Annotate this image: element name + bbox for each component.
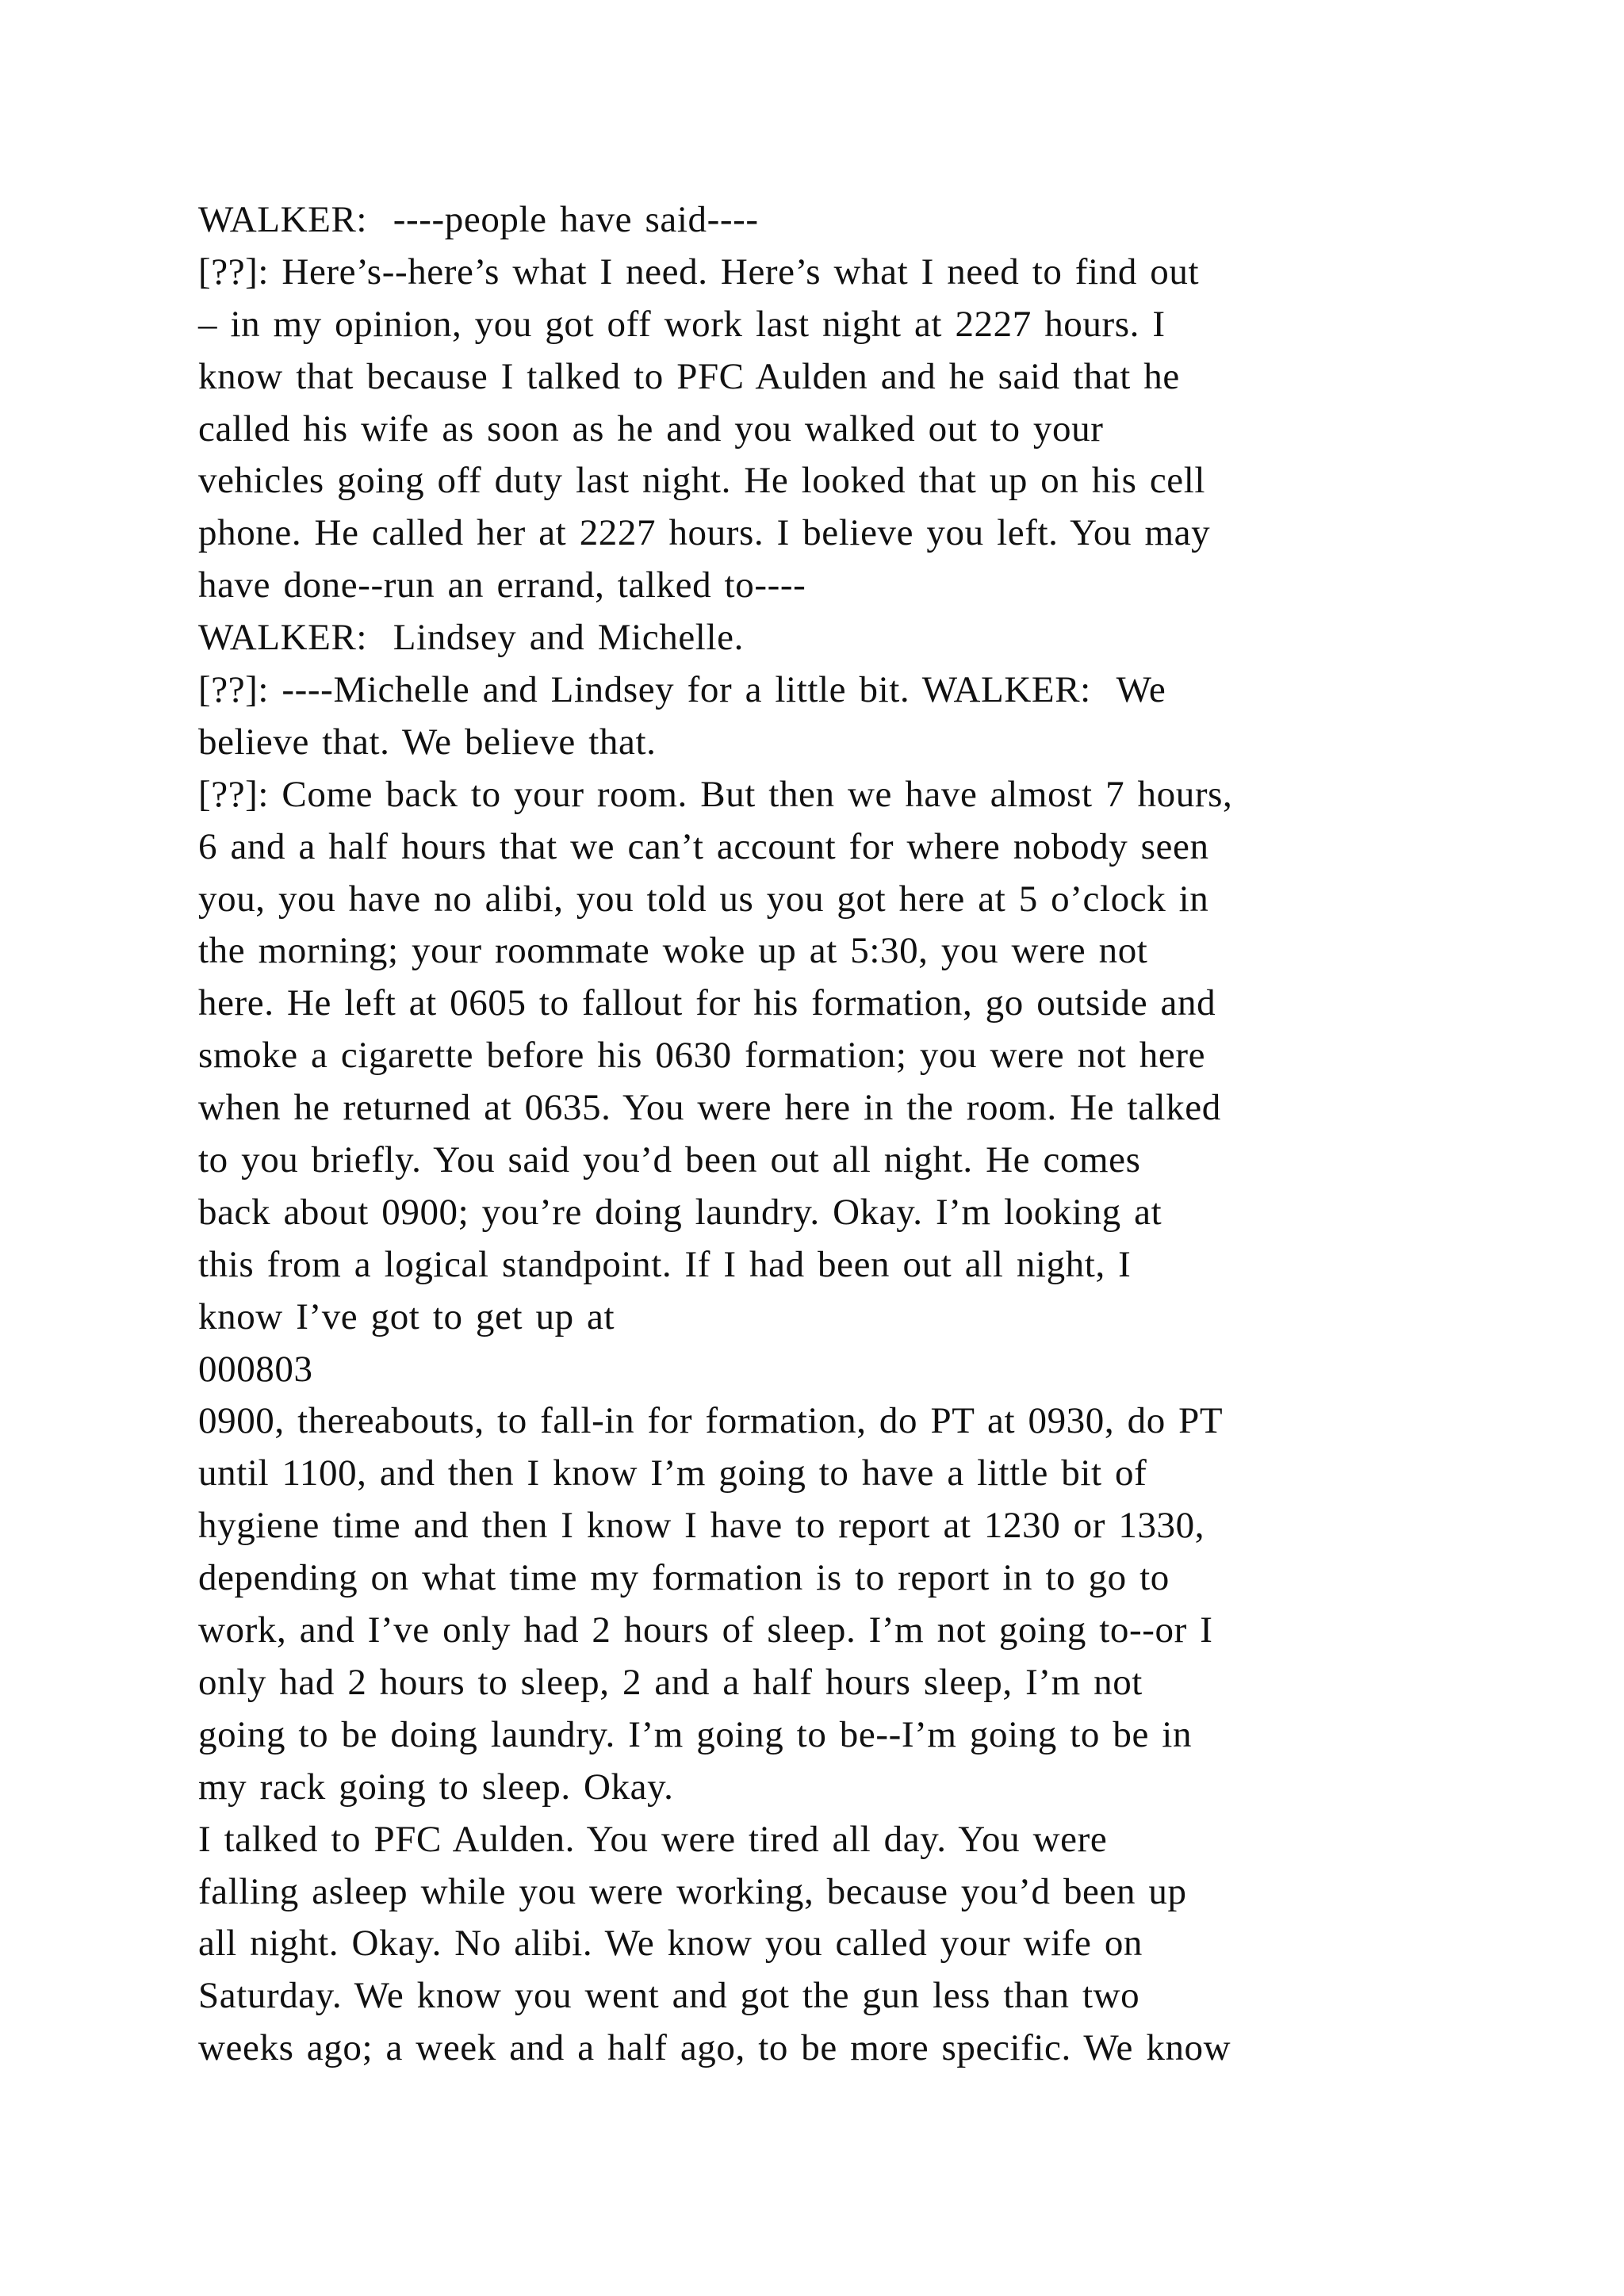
text-line: vehicles going off duty last night. He looked that up on his cell	[198, 460, 1206, 502]
text-line: know I’ve got to get up at	[198, 1295, 615, 1337]
text-line: back about 0900; you’re doing laundry. Okay. I’m looking at	[198, 1191, 1162, 1233]
text-line: WALKER: ----people have said----	[198, 199, 759, 240]
text-line: my rack going to sleep. Okay.	[198, 1766, 674, 1808]
text-line: depending on what time my formation is to report in to go to	[198, 1557, 1170, 1599]
text-line: phone. He called her at 2227 hours. I believe you left. You may	[198, 512, 1211, 554]
text-line: only had 2 hours to sleep, 2 and a half hours sleep, I’m not	[198, 1661, 1143, 1703]
text-line: going to be doing laundry. I’m going to be--I’m going to be in	[198, 1713, 1193, 1755]
text-line: called his wife as soon as he and you walked out to your	[198, 408, 1104, 450]
text-line: weeks ago; a week and a half ago, to be more specific. We know	[198, 2027, 1231, 2069]
text-line: WALKER: Lindsey and Michelle.	[198, 617, 744, 659]
text-line: here. He left at 0605 to fallout for his formation, go outside and	[198, 982, 1216, 1024]
text-line: all night. Okay. No alibi. We know you called your wife on	[198, 1923, 1143, 1965]
text-line: the morning; your roommate woke up at 5:30, you were not	[198, 930, 1148, 972]
text-line: have done--run an errand, talked to----	[198, 564, 806, 607]
transcript-text	[198, 194, 1435, 2075]
text-line: when he returned at 0635. You were here in the room. He talked	[198, 1087, 1221, 1129]
text-line: to you briefly. You said you’d been out all night. He comes	[198, 1139, 1141, 1181]
text-line: 0900, thereabouts, to fall-in for formation, do PT at 0930, do PT	[198, 1400, 1224, 1442]
text-line: smoke a cigarette before his 0630 formation; you were not here	[198, 1035, 1206, 1077]
text-line: I talked to PFC Aulden. You were tired all day. You were	[198, 1818, 1108, 1860]
text-line: you, you have no alibi, you told us you got here at 5 o’clock in	[198, 878, 1209, 920]
text-line: believe that. We believe that.	[198, 721, 657, 763]
text-line: [??]: Here’s--here’s what I need. Here’s what I need to find out	[198, 251, 1200, 293]
text-line: know that because I talked to PFC Aulden and he said that he	[198, 355, 1180, 397]
text-line: until 1100, and then I know I’m going to have a little bit of	[198, 1452, 1147, 1494]
text-line: hygiene time and then I know I have to report at 1230 or 1330,	[198, 1505, 1205, 1547]
text-line: [??]: ----Michelle and Lindsey for a little bit. WALKER: We	[198, 669, 1166, 711]
text-line: – in my opinion, you got off work last night at 2227 hours. I	[198, 303, 1166, 345]
text-line: work, and I’ve only had 2 hours of sleep. I’m not going to--or I	[198, 1609, 1213, 1651]
text-line: falling asleep while you were working, because you’d been up	[198, 1870, 1187, 1912]
text-line: 6 and a half hours that we can’t account for where nobody seen	[198, 825, 1209, 867]
text-line: this from a logical standpoint. If I had been out all night, I	[198, 1243, 1132, 1285]
text-line: [??]: Come back to your room. But then we have almost 7 hours,	[198, 773, 1233, 815]
text-line: Saturday. We know you went and got the gun less than two	[198, 1975, 1140, 2017]
page-number: 000803	[198, 1348, 313, 1390]
